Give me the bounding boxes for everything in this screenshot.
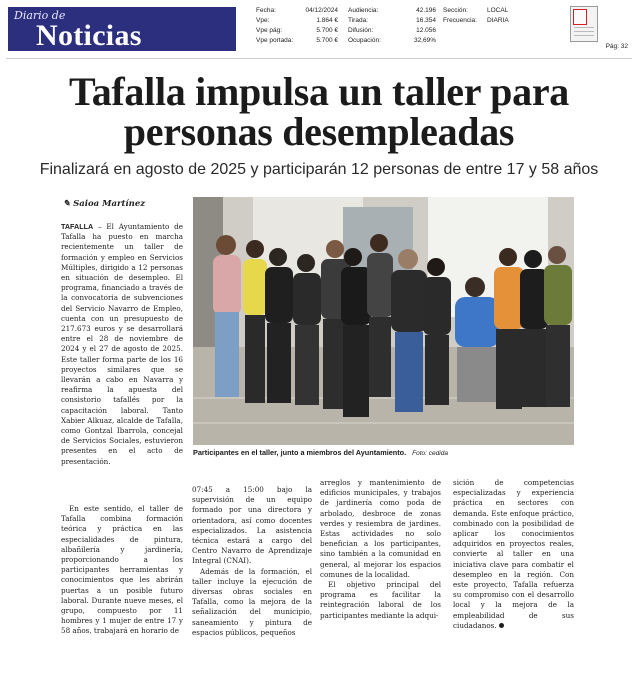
article-column-2 — [192, 485, 312, 638]
meta-value: 5.700 € — [316, 37, 338, 44]
page-number: Pág: 32 — [605, 43, 628, 50]
paragraph-4: Además de la formación, el taller incluye la ejecución de diversas obras sociales en Tafalla, como la mejora de la señalización del municipio, saneamiento y pintura de espacios públicos, pequeños — [192, 566, 312, 637]
meta-column-2 — [348, 6, 436, 46]
meta-value: LOCAL — [487, 7, 509, 14]
meta-label: Vpe portada: — [256, 37, 294, 44]
meta-value: 42.196 — [416, 7, 436, 14]
photo-caption — [193, 448, 574, 457]
meta-value: 04/12/2024 — [305, 7, 338, 14]
meta-label: Vpe: — [256, 17, 270, 24]
meta-column-1 — [256, 6, 338, 46]
byline — [63, 199, 145, 209]
paragraph-7 — [453, 478, 574, 631]
subheadline: Finalizará en agosto de 2025 y participarán 12 personas de entre 17 y 58 años — [39, 161, 599, 178]
masthead-prefix: Diario de — [14, 9, 66, 22]
headline-line-2: personas desempleadas — [123, 109, 515, 154]
page-thumbnail — [570, 6, 598, 42]
meta-column-3 — [443, 6, 509, 26]
photo-credit: Foto: cedida — [412, 450, 448, 457]
article-photo — [193, 197, 574, 445]
dateline: TAFALLA — [61, 222, 94, 231]
meta-value: 1.864 € — [316, 17, 338, 24]
headline — [0, 69, 638, 154]
paragraph-5: arreglos y mantenimiento de edificios municipales, y trabajos de jardinería como poda de arbolado, desbroce de zonas verdes y resiembra de jardines. Estas actividades no solo benefician a los participantes, sino también a la comunidad en general, al mejorar los espacios comunes de la localidad. — [320, 478, 441, 579]
group-photo-illustration — [193, 197, 574, 445]
paragraph-1 — [61, 222, 183, 467]
meta-label: Difusión: — [348, 27, 374, 34]
thumbnail-highlight — [573, 9, 587, 25]
header-divider — [6, 58, 632, 59]
article-column-4 — [453, 478, 574, 631]
meta-label: Fecha: — [256, 7, 276, 14]
meta-value: 12.056 — [416, 27, 436, 34]
paragraph-1-text: – El Ayuntamiento de Tafalla ha puesto en marcha recientemente un taller de formación y empleo en Servicios Múltiples, dirigido a 12 personas en situación de desempleo. El programa, financiado a través de la convocatoria de subvenciones del Servicio Navarro de Empleo, cuenta con un presupuesto de 217.673 euros y se desarrollará entre el 28 de noviembre de 2024 y el 27 de agosto de 2025. Este taller forma parte de los 16 proyectos similares que se llevarán a cabo en Navarra y reafirma la apuesta del consistorio tafallés por la capacitación laboral. Tanto Xabier Alkuaz, alcalde de Tafalla, como Gontzal Ibarrola, concejal de Servicios Sociales, estuvieron presentes en el acto de presentación. — [61, 222, 183, 466]
meta-value: DIARIA — [487, 17, 509, 24]
masthead-name: Noticias — [36, 19, 142, 52]
paragraph-3: 07:45 a 15:00 bajo la supervisión de un equipo formado por una directora y orientadora, así como docentes especializados. La asistencia técnica estará a cargo del Centro Navarro de Aprendizaje Integral (CNAI). — [192, 485, 312, 566]
meta-label: Sección: — [443, 7, 468, 14]
meta-value: 16.354 — [416, 17, 436, 24]
meta-label: Tirada: — [348, 17, 368, 24]
meta-value: 32,69% — [413, 37, 436, 44]
byline-author: Saioa Martínez — [73, 199, 146, 209]
masthead-logo — [8, 7, 236, 51]
paragraph-7-text: sición de competencias especializadas y experiencia práctica en sectores con demanda. Este enfoque práctico, combinado con la posibilidad de aplicar los conocimientos adquiridos en proyectos reales, convierte al taller en una iniciativa clave para combatir el desempleo en la región. Con este proyecto, Tafalla refuerza su compromiso con el desarrollo local y la mejora de la empleabilidad de sus ciudadanos. — [453, 478, 574, 630]
meta-label: Frecuencia: — [443, 17, 477, 24]
end-of-article-icon — [499, 623, 504, 628]
meta-value: 5.700 € — [316, 27, 338, 34]
article-column-3 — [320, 478, 441, 621]
meta-label: Ocupación: — [348, 37, 381, 44]
caption-text: Participantes en el taller, junto a miembros del Ayuntamiento. — [193, 448, 407, 457]
meta-label: Vpe pág: — [256, 27, 283, 34]
article-column-1 — [61, 222, 183, 467]
paragraph-6: El objetivo principal del programa es facilitar la reintegración laboral de los participantes mediante la adqui- — [320, 580, 441, 620]
pen-icon: ✎ — [63, 199, 74, 209]
article-column-1-continued — [61, 504, 183, 637]
paragraph-2: En este sentido, el taller de Tafalla combina formación teórica y práctica en las especialidades de pintura, albañilería y jardinería, proporcionando a los participantes herramientas y conocimientos que les abrirán puertas a un posible futuro laboral. Durante nueve meses, el grupo, compuesto por 11 hombres y 1 mujer de entre 17 y 58 años, trabajará en horario de — [61, 504, 183, 636]
headline-line-1: Tafalla impulsa un taller para — [69, 69, 569, 114]
meta-label: Audiencia: — [348, 7, 379, 14]
